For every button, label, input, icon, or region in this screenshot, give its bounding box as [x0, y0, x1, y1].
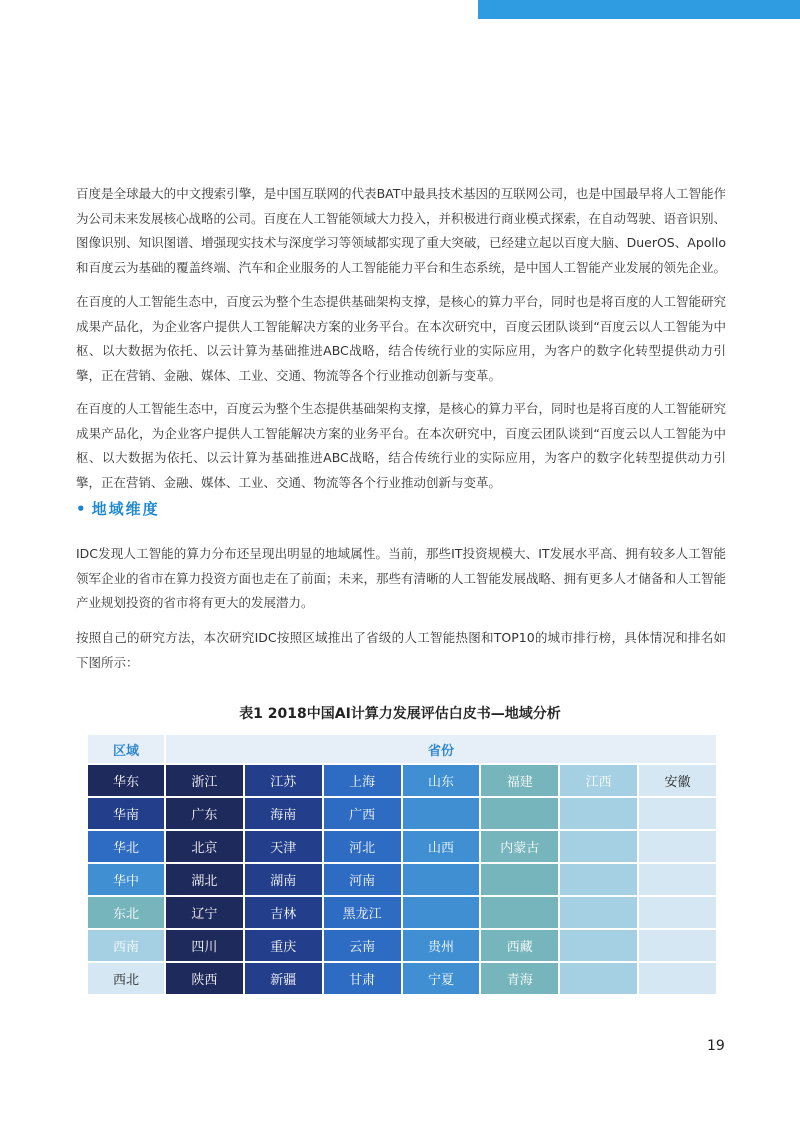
province-cell: 河北	[324, 831, 401, 862]
province-cell: 陕西	[166, 963, 243, 994]
province-cell	[560, 831, 637, 862]
province-cell	[481, 864, 558, 895]
region-cell: 东北	[88, 897, 164, 928]
paragraph-baidu-cloud-repeat: 在百度的人工智能生态中，百度云为整个生态提供基础架构支撑，是核心的算力平台，同时也是将百度的人工智能研究成果产品化，为企业客户提供人工智能解决方案的业务平台。在本次研究中，百度云团队谈到“百度云以人工智能为中枢、以大数据为依托、以云计算为基础推进ABC战略，结合传统行业的实际应用，为客户的数字化转型提供动力引擎，正在营销、金融、媒体、工业、交通、物流等各个行业推动创新与变革。	[76, 401, 727, 490]
province-cell: 北京	[166, 831, 243, 862]
region-cell: 华北	[88, 831, 164, 862]
section-heading	[76, 498, 160, 519]
bullet-icon: •	[76, 500, 88, 518]
province-cell	[560, 798, 637, 829]
province-cell: 辽宁	[166, 897, 243, 928]
table-header-row	[88, 735, 716, 763]
table-row	[88, 765, 716, 796]
province-cell: 吉林	[245, 897, 322, 928]
table-row	[88, 864, 716, 895]
header-accent-bar	[478, 0, 800, 19]
province-cell: 上海	[324, 765, 401, 796]
province-cell	[639, 831, 716, 862]
region-cell: 西北	[88, 963, 164, 994]
province-cell: 广西	[324, 798, 401, 829]
province-cell	[639, 930, 716, 961]
province-cell	[639, 963, 716, 994]
paragraph-regional-attributes: IDC发现人工智能的算力分布还呈现出明显的地域属性。当前，那些IT投资规模大、IT发展水平高、拥有较多人工智能领军企业的省市在算力投资方面也走在了前面；未来，那些有清晰的人工智能发展战略、拥有更多人才储备和人工智能产业规划投资的省市将有更大的发展潜力。	[76, 546, 727, 610]
table-row	[88, 798, 716, 829]
province-cell: 安徽	[639, 765, 716, 796]
page-number: 19	[707, 1038, 725, 1054]
province-cell: 云南	[324, 930, 401, 961]
header-region: 区域	[88, 735, 164, 763]
province-cell: 浙江	[166, 765, 243, 796]
table-row	[88, 831, 716, 862]
region-cell: 西南	[88, 930, 164, 961]
province-cell	[560, 930, 637, 961]
table-title: 表1 2018中国AI计算力发展评估白皮书—地域分析	[239, 706, 561, 722]
paragraph-baidu-cloud: 在百度的人工智能生态中，百度云为整个生态提供基础架构支撑，是核心的算力平台，同时也是将百度的人工智能研究成果产品化，为企业客户提供人工智能解决方案的业务平台。在本次研究中，百度云团队谈到“百度云以人工智能为中枢、以大数据为依托、以云计算为基础推进ABC战略，结合传统行业的实际应用，为客户的数字化转型提供动力引擎，正在营销、金融、媒体、工业、交通、物流等各个行业推动创新与变革。	[76, 294, 727, 383]
province-cell: 海南	[245, 798, 322, 829]
province-cell: 广东	[166, 798, 243, 829]
province-cell	[639, 798, 716, 829]
province-cell: 四川	[166, 930, 243, 961]
paragraph-baidu-intro: 百度是全球最大的中文搜索引擎，是中国互联网的代表BAT中最具技术基因的互联网公司，也是中国最早将人工智能作为公司未来发展核心战略的公司。百度在人工智能领域大力投入，并积极进行商业模式探索，在自动驾驶、语音识别、图像识别、知识图谱、增强现实技术与深度学习等领域都实现了重大突破，已经建立起以百度大脑、DuerOS、Apollo和百度云为基础的覆盖终端、汽车和企业服务的人工智能能力平台和生态系统，是中国人工智能产业发展的领先企业。	[76, 186, 727, 275]
province-cell: 黑龙江	[324, 897, 401, 928]
province-cell: 内蒙古	[481, 831, 558, 862]
province-cell: 青海	[481, 963, 558, 994]
province-cell: 贵州	[403, 930, 480, 961]
paragraph-research-method: 按照自己的研究方法，本次研究IDC按照区域推出了省级的人工智能热图和TOP10的城市排行榜，具体情况和排名如下图所示：	[76, 630, 726, 670]
province-cell: 西藏	[481, 930, 558, 961]
province-cell: 山东	[403, 765, 480, 796]
province-cell: 甘肃	[324, 963, 401, 994]
header-province: 省份	[166, 735, 716, 763]
province-cell: 湖南	[245, 864, 322, 895]
province-cell: 河南	[324, 864, 401, 895]
province-cell	[560, 864, 637, 895]
province-cell	[481, 798, 558, 829]
province-cell	[403, 864, 480, 895]
region-cell: 华中	[88, 864, 164, 895]
province-cell	[560, 963, 637, 994]
province-cell	[481, 897, 558, 928]
province-cell: 新疆	[245, 963, 322, 994]
province-cell: 江西	[560, 765, 637, 796]
province-cell: 重庆	[245, 930, 322, 961]
province-cell	[639, 897, 716, 928]
region-cell: 华南	[88, 798, 164, 829]
province-cell: 湖北	[166, 864, 243, 895]
province-cell: 江苏	[245, 765, 322, 796]
table-row	[88, 897, 716, 928]
table-row	[88, 930, 716, 961]
province-cell	[560, 897, 637, 928]
region-province-table	[86, 733, 718, 996]
province-cell: 山西	[403, 831, 480, 862]
province-cell: 宁夏	[403, 963, 480, 994]
province-cell	[403, 798, 480, 829]
section-heading-text: 地域维度	[91, 500, 160, 518]
province-cell	[639, 864, 716, 895]
region-cell: 华东	[88, 765, 164, 796]
province-cell: 天津	[245, 831, 322, 862]
province-cell	[403, 897, 480, 928]
table-row	[88, 963, 716, 994]
province-cell: 福建	[481, 765, 558, 796]
